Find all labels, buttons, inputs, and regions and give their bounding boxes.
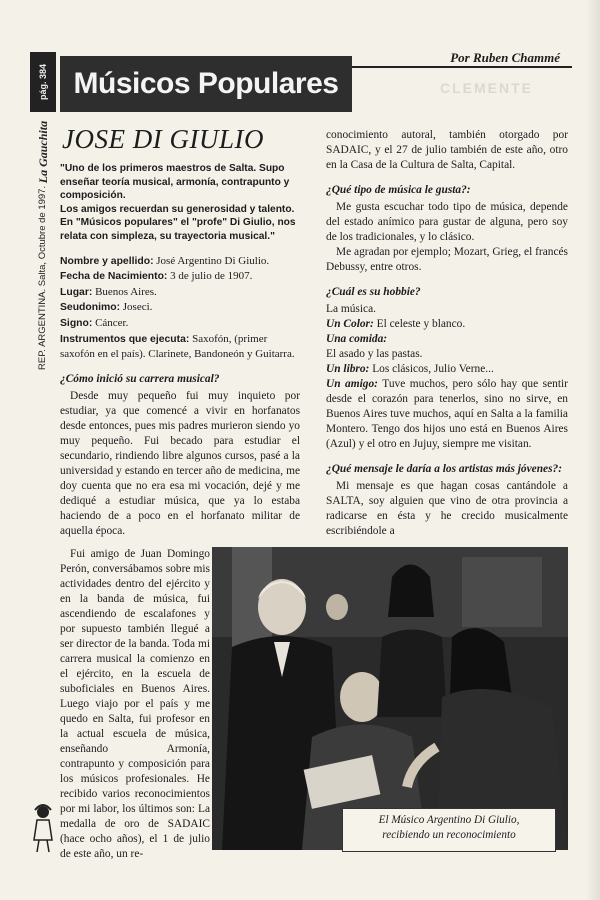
answer-paragraph: Mi mensaje es que hagan cosas cantándole a SALTA, soy alguien que vino de otra provincia a radicarse en ésta y he crecido musicalmente escribiéndole a bbox=[326, 480, 568, 537]
bleed-through-text: CLEMENTE bbox=[440, 80, 533, 96]
answer-paragraph: Me gusta escuchar todo tipo de música, depende del estado anímico para gustar de alguna, pero soy de los tradicionales, y lo clásico. bbox=[326, 201, 568, 243]
favorite-friend: Un amigo: Tuve muchos, pero sólo hay que sentir desde el corazón para tenerlos, sino no sirve, en Buenos Aires tuve muchos, aquí en Salta a la familia Montero. Tengo dos hijos uno está en Buenos Aires (Azul) y el otro en Jujuy, siempre me visitan. bbox=[326, 378, 568, 450]
page-number: pág. 384 bbox=[30, 52, 56, 112]
answer-paragraph: Desde muy pequeño fui muy inquieto por estudiar, ya que comencé a vivir en horfanatos desde entonces, pues mis padres murieron siendo yo muy pequeño. Fui becado para estudiar el secundario, rindiendo libre algunos cursos, pasé a la universidad y estando en tercer año de medicina, me doy cuenta que no era esa mi vocación, dejé y me dediqué a estudiar música, que ya lo estaba haciendo de a poco en el horfanato militar de aquella época. bbox=[60, 389, 300, 537]
favorite-book: Un libro: Los clásicos, Julio Verne... bbox=[326, 363, 494, 375]
intro-line: Los amigos recuerdan su generosidad y talento. bbox=[60, 203, 295, 215]
page-edge-shadow bbox=[586, 0, 600, 900]
side-credit bbox=[30, 120, 56, 370]
caption-line: recibiendo un reconocimiento bbox=[382, 829, 516, 841]
answer-paragraph: Fui amigo de Juan Domingo Perón, conversábamos sobre mis actividades dentro del ejército y en la banda de música, fui ascendiendo de escalafones y por supuesto también llegué a ser director de la banda. Toda mi carrera musical la comienzo en el ejército, en la escuela de suboficiales en Buenos Aires. Luego viajo por el país y me quedo en Salta, fui profesor en la actual escuela de música, enseñando Armonía, contrapunto y composición para los músicos profesionales. He recibido varios reconocimientos por mi labor, los últimos son: La medalla de oro de SADAIC (hace ocho años), el 1 de julio de este año, un re- bbox=[60, 547, 210, 860]
right-column bbox=[326, 128, 568, 539]
question-heading: ¿Qué mensaje le daría a los artistas más jóvenes?: bbox=[326, 463, 563, 475]
article-photo bbox=[212, 547, 568, 850]
fact-row: Fecha de Nacimiento: 3 de julio de 1907. bbox=[60, 270, 253, 283]
favorites-list bbox=[326, 302, 568, 452]
author-byline: Por Ruben Chammé bbox=[450, 50, 560, 65]
intro-line: "Uno de los primeros maestros de Salta. Supo enseñar teoría musical, armonía, contrapunto y composición. bbox=[60, 163, 290, 202]
question-heading: ¿Cómo inició su carrera musical? bbox=[60, 372, 220, 385]
fact-row: Instrumentos que ejecuta: Saxofón, (primer saxofón en el país). Clarinete, Bandoneón y Guitarra. bbox=[60, 332, 295, 361]
brand-name: La Gauchita bbox=[36, 120, 50, 184]
intro-line: En "Músicos populares" el "profe" Di Giulio, nos relata con simpleza, su trayectoria musical." bbox=[60, 217, 296, 242]
favorite-color: Un Color: El celeste y blanco. bbox=[326, 318, 466, 330]
fact-row: Signo: Cáncer. bbox=[60, 316, 129, 329]
fact-row: Seudonimo: Joseci. bbox=[60, 301, 153, 314]
side-credit-text: REP. ARGENTINA. Salta, Octubre de 1997. bbox=[37, 185, 48, 370]
caption-line: El Músico Argentino Di Giulio, bbox=[378, 814, 520, 826]
answer-paragraph: conocimiento autoral, también otorgado por SADAIC, y el 27 de julio también de este año, otro en la Casa de la Cultura de Salta, Capital. bbox=[326, 129, 568, 171]
fact-row: Nombre y apellido: José Argentino Di Giulio. bbox=[60, 254, 270, 267]
section-title: Músicos Populares bbox=[60, 56, 352, 112]
article-intro bbox=[60, 162, 300, 244]
question-heading: ¿Qué tipo de música le gusta?: bbox=[326, 184, 471, 196]
photo-caption bbox=[342, 808, 556, 852]
photo-illustration bbox=[212, 547, 568, 850]
hobby-answer: La música. bbox=[326, 303, 376, 315]
fact-sheet bbox=[60, 254, 300, 362]
question-heading: ¿Cuál es su hobbie? bbox=[326, 286, 421, 298]
fact-row: Lugar: Buenos Aires. bbox=[60, 285, 157, 298]
article-headline: JOSE DI GIULIO bbox=[62, 124, 264, 154]
favorite-food-value: El asado y las pastas. bbox=[326, 348, 423, 360]
gauchita-mascot-icon bbox=[30, 800, 56, 860]
favorite-food: Una comida: bbox=[326, 333, 388, 345]
answer-paragraph: Me agradan por ejemplo; Mozart, Grieg, el francés Debussy, entre otros. bbox=[326, 246, 568, 273]
